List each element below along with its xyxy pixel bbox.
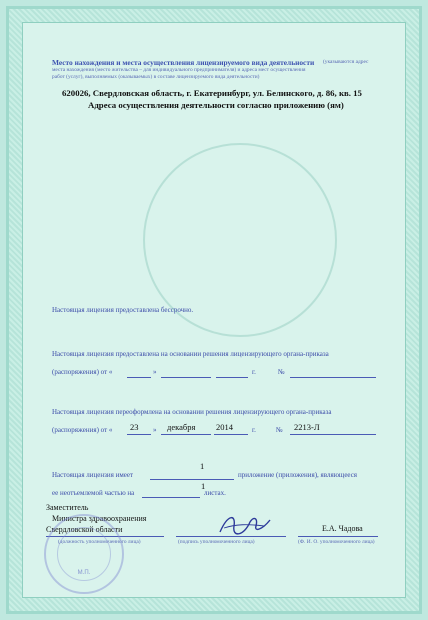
seal-center — [57, 527, 111, 581]
signatory-position-line-3: Свердловской области — [46, 525, 123, 534]
grant-day-line — [127, 377, 151, 378]
appendix-sheets: 1 — [201, 481, 206, 491]
term-text: Настоящая лицензия предоставлена бессрочно. — [52, 306, 194, 314]
grant-number-label: № — [278, 368, 285, 376]
handwritten-signature — [214, 510, 274, 540]
caption-signature: (подпись уполномоченного лица) — [178, 539, 255, 545]
caption-position: (должность уполномоченного лица) — [58, 539, 141, 545]
reissue-quote-close: » — [153, 426, 157, 434]
header-note-right: (указываются адрес — [323, 59, 369, 65]
grant-month-line — [161, 377, 211, 378]
grant-date-prefix: (распоряжения) от « — [52, 368, 113, 376]
grant-year-line — [216, 377, 248, 378]
reissue-number-label: № — [276, 426, 283, 434]
grant-line-1: Настоящая лицензия предоставлена на основании решения лицензирующего органа-приказа — [52, 350, 329, 358]
header-note-line2: места нахождения (место жительства – для индивидуального предпринимателя) и адреса мест осуществления — [52, 67, 306, 73]
reissue-year: 2014 — [216, 422, 233, 432]
reissue-number-line — [290, 434, 376, 435]
appendix-sheets-line — [142, 497, 200, 498]
address-line-2: Адреса осуществления деятельности согласно приложению (ям) — [88, 100, 344, 110]
reissue-date-prefix: (распоряжения) от « — [52, 426, 113, 434]
seal-label: М.П. — [77, 570, 91, 576]
header-title: Место нахождения и места осуществления лицензируемого вида деятельности — [52, 58, 315, 67]
appendix-line-2-prefix: ее неотъемлемой частью на — [52, 489, 135, 497]
reissue-line-1: Настоящая лицензия переоформлена на основании решения лицензирующего органа-приказа — [52, 408, 332, 416]
reissue-month: декабря — [167, 422, 196, 432]
reissue-number: 2213-Л — [294, 422, 320, 432]
reissue-day-line — [127, 434, 151, 435]
signatory-position-line-1: Заместитель — [46, 503, 89, 512]
appendix-line-1-prefix: Настоящая лицензия имеет — [52, 471, 134, 479]
grant-number-line — [290, 377, 376, 378]
reissue-year-line — [214, 434, 248, 435]
signatory-name: Е.А. Чадова — [322, 524, 363, 533]
appendix-line-2-suffix: листах. — [204, 489, 226, 497]
header-note-line3: работ (услуг), выполняемых (оказываемых) в составе лицензируемого вида деятельности) — [52, 74, 260, 80]
reissue-month-line — [161, 434, 211, 435]
reissue-year-suffix: г. — [252, 426, 256, 434]
grant-quote-close: » — [153, 368, 157, 376]
appendix-count-line — [150, 479, 234, 480]
name-line — [298, 536, 378, 537]
signatory-position-line-2: Министра здравоохранения — [52, 514, 147, 523]
official-seal — [44, 514, 124, 594]
appendix-line-1-suffix: приложение (приложения), являющееся — [238, 471, 358, 479]
caption-name: (Ф. И. О. уполномоченного лица) — [298, 539, 375, 545]
reissue-day: 23 — [130, 422, 139, 432]
address-line-1: 620026, Свердловская область, г. Екатеринбург, ул. Белинского, д. 86, кв. 15 — [62, 88, 362, 98]
appendix-count: 1 — [200, 461, 205, 471]
grant-year-suffix: г. — [252, 368, 256, 376]
